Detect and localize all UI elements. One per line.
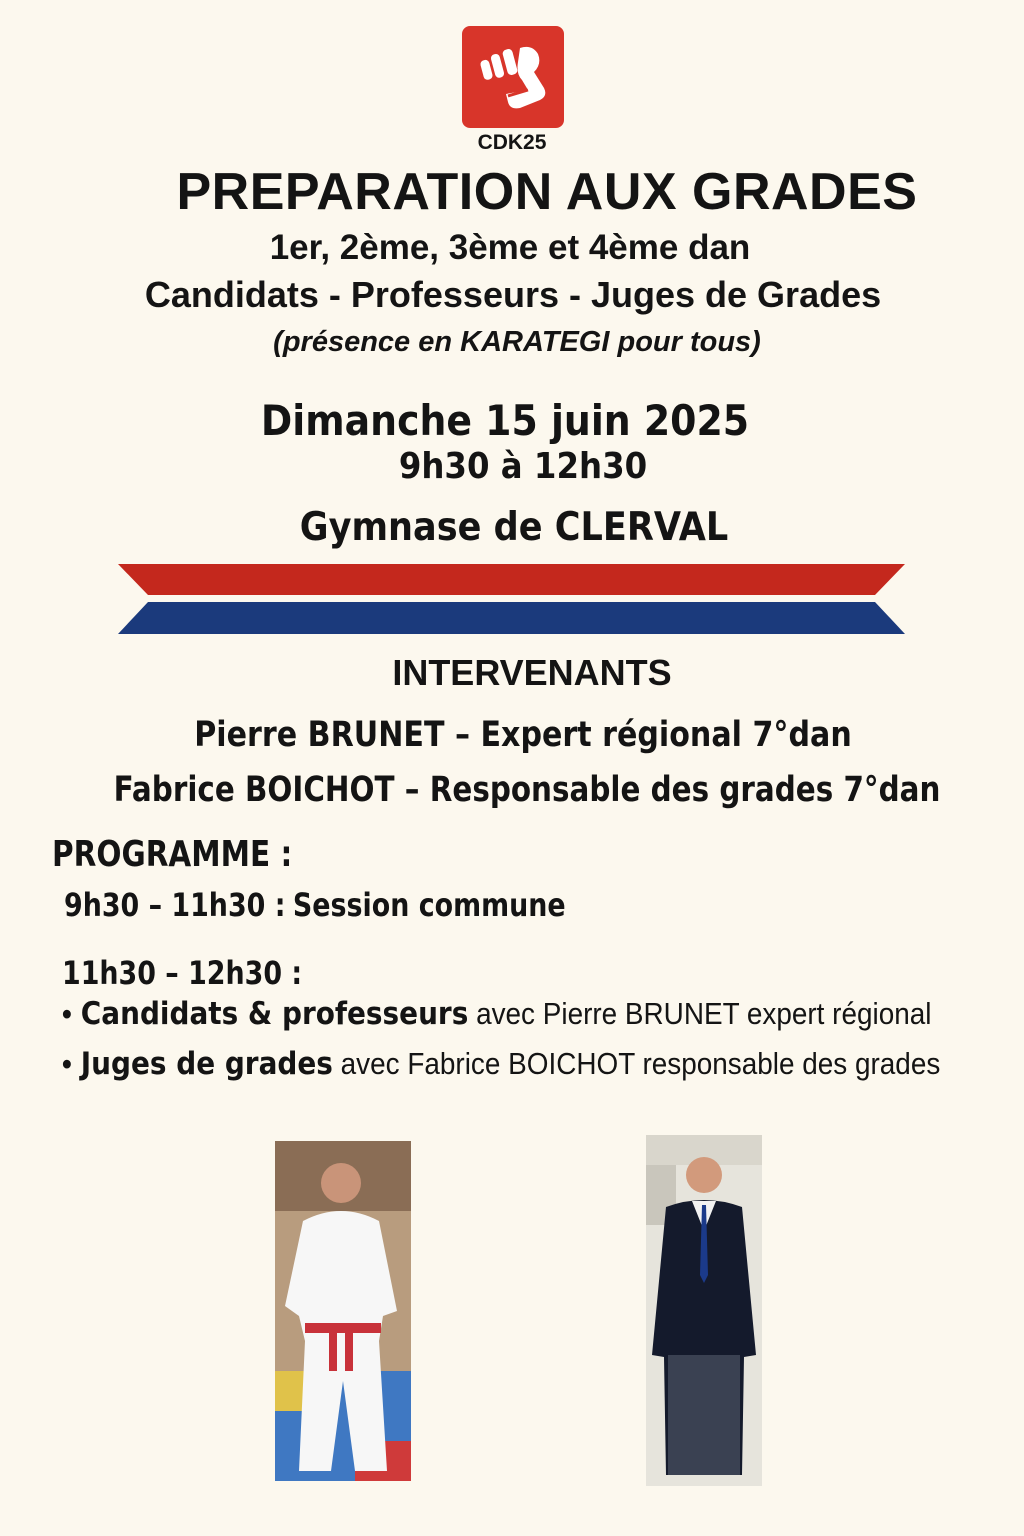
dan-levels: 1er, 2ème, 3ème et 4ème dan [269,228,751,267]
red-stripe [118,564,905,595]
intervenants-heading: INTERVENANTS [392,652,672,693]
intervenant-1: Pierre BRUNET – Expert régional 7°dan [194,715,852,755]
list-item: • Candidats & professeurs avec Pierre BRUNET expert régional [62,996,932,1032]
fist-icon [462,26,564,128]
event-venue: Gymnase de CLERVAL [299,505,729,550]
session1-label: Session commune [292,886,566,924]
item-lead: Candidats & professeurs [80,996,469,1032]
programme-heading: PROGRAMME : [52,834,293,875]
photo-pierre-brunet [275,1141,411,1481]
list-item: • Juges de grades avec Fabrice BOICHOT responsable des grades [62,1046,941,1082]
audience-roles: Candidats - Professeurs - Juges de Grades [144,274,882,315]
blue-stripe [118,602,905,634]
item-rest: avec Fabrice BOICHOT responsable des grades [340,1046,941,1081]
dress-note: (présence en KARATEGI pour tous) [273,326,761,358]
logo [462,26,564,128]
item-rest: avec Pierre BRUNET expert régional [476,996,932,1031]
session1-time: 9h30 – 11h30 : [64,886,286,924]
session2-time: 11h30 – 12h30 : [62,954,303,992]
org-label: CDK25 [477,131,547,154]
intervenant-2: Fabrice BOICHOT – Responsable des grades 7°dan [113,770,941,810]
page-title: PREPARATION AUX GRADES [176,163,918,221]
item-lead: Juges de grades [80,1046,333,1082]
event-date: Dimanche 15 juin 2025 [260,396,750,445]
photo-fabrice-boichot [646,1135,762,1486]
session-common [64,886,566,924]
event-time: 9h30 à 12h30 [398,446,648,487]
